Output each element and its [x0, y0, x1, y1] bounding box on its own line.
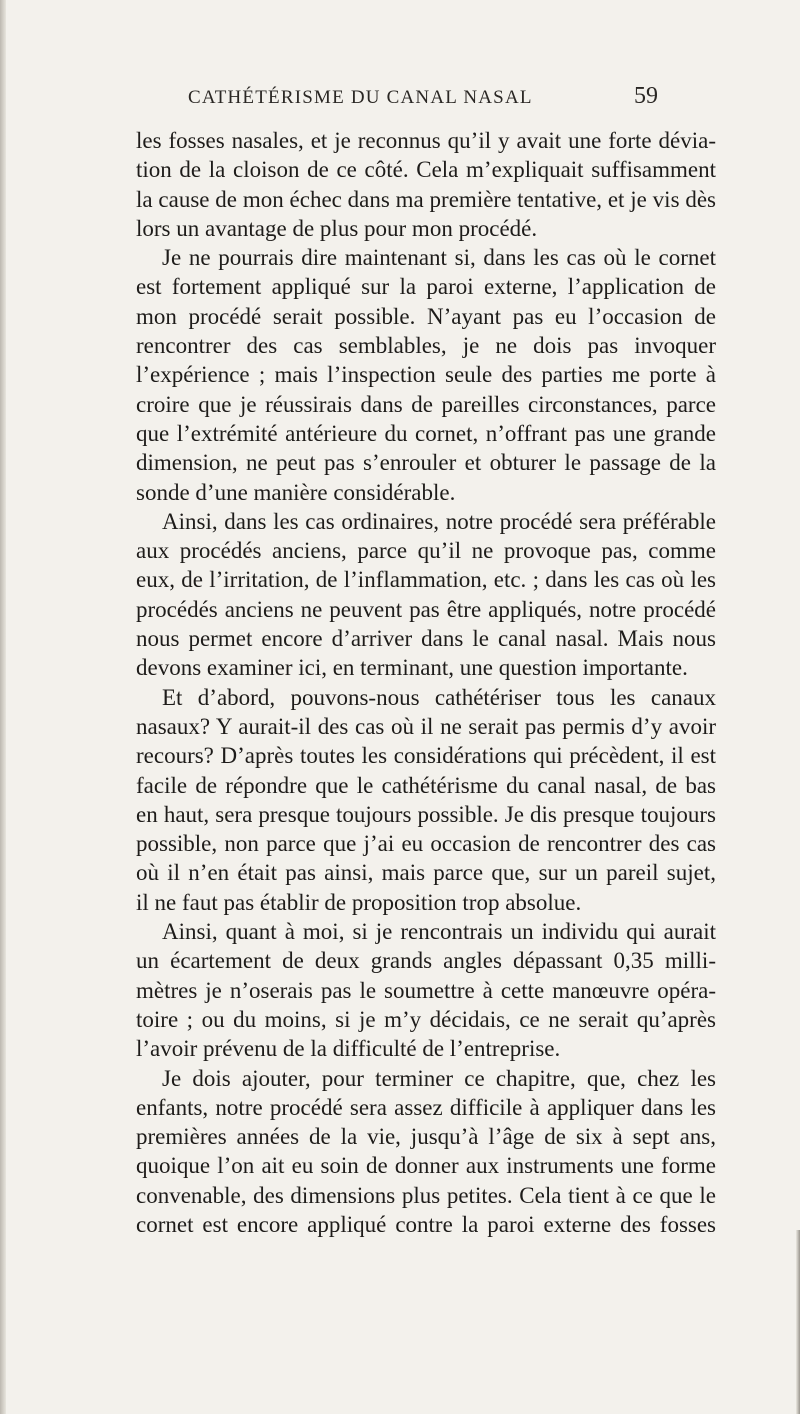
text-line: il ne faut pas établir de proposition trop absolue.: [136, 889, 582, 915]
text-line: devons examiner ici, en terminant, une question importante.: [136, 655, 688, 681]
text-line: cornet est encore appliqué contre la paroi externe des fosses: [136, 1211, 716, 1237]
text-line: en haut, sera presque toujours possible. Je dis presque toujours: [136, 801, 716, 827]
text-line: la cause de mon échec dans ma première tentative, et je vis dès: [136, 186, 716, 212]
text-line: Et d’abord, pouvons-nous cathétériser tous les canaux: [162, 684, 716, 710]
text-line: est fortement appliqué sur la paroi externe, l’application de: [136, 274, 716, 300]
text-line: Je ne pourrais dire maintenant si, dans les cas où le cornet: [162, 245, 716, 271]
text-line: possible, non parce que j’ai eu occasion de rencontrer des cas: [136, 831, 716, 857]
page-edge-left: [0, 0, 6, 1414]
body-text: [136, 126, 716, 1239]
text-line: mon procédé serait possible. N’ayant pas eu l’occasion de: [136, 303, 716, 329]
running-title: CATHÉTÉRISME DU CANAL NASAL: [188, 87, 533, 108]
text-line: quoique l’on ait eu soin de donner aux instruments une forme: [136, 1153, 716, 1179]
text-line: nous permet encore d’arriver dans le canal nasal. Mais nous: [136, 626, 716, 652]
text-line: l’expérience ; mais l’inspection seule des parties me porte à: [136, 362, 716, 388]
text-line: toire ; ou du moins, si je m’y décidais, ce ne serait qu’après: [136, 1006, 716, 1032]
text-line: eux, de l’irritation, de l’inflammation, etc. ; dans les cas où les: [136, 567, 716, 593]
text-line: procédés anciens ne peuvent pas être appliqués, notre procédé: [136, 596, 716, 622]
text-line: aux procédés anciens, parce qu’il ne provoque pas, comme: [136, 538, 716, 564]
text-line: un écartement de deux grands angles dépassant 0,35 milli-: [136, 948, 716, 974]
page-number: 59: [634, 83, 658, 109]
text-line: mètres je n’oserais pas le soumettre à cette manœuvre opéra-: [136, 977, 716, 1003]
text-line: sonde d’une manière considérable.: [136, 479, 456, 505]
text-line: recours? D’après toutes les considérations qui précèdent, il est: [136, 743, 716, 769]
text-line: facile de répondre que le cathétérisme du canal nasal, de bas: [136, 772, 716, 798]
text-line: convenable, des dimensions plus petites. Cela tient à ce que le: [136, 1182, 716, 1208]
page-edge-right: [796, 1230, 800, 1414]
text-line: Je dois ajouter, pour terminer ce chapitre, que, chez les: [162, 1065, 716, 1091]
text-line: que l’extrémité antérieure du cornet, n’offrant pas une grande: [136, 420, 716, 446]
text-line: enfants, notre procédé sera assez difficile à appliquer dans les: [136, 1094, 716, 1120]
text-line: tion de la cloison de ce côté. Cela m’expliquait suffisamment: [136, 157, 716, 183]
text-line: croire que je réussirais dans de pareilles circonstances, parce: [136, 391, 716, 417]
text-line: rencontrer des cas semblables, je ne dois pas invoquer: [136, 333, 716, 359]
text-line: où il n’en était pas ainsi, mais parce que, sur un pareil sujet,: [136, 860, 716, 886]
page-header: [188, 83, 658, 117]
text-line: dimension, ne peut pas s’enrouler et obturer le passage de la: [136, 450, 716, 476]
text-line: lors un avantage de plus pour mon procédé.: [136, 215, 538, 241]
text-line: Ainsi, quant à moi, si je rencontrais un individu qui aurait: [162, 919, 716, 945]
text-line: l’avoir prévenu de la difficulté de l’entreprise.: [136, 1036, 561, 1062]
text-line: les fosses nasales, et je reconnus qu’il y avait une forte dévia-: [136, 128, 716, 153]
text-line: premières années de la vie, jusqu’à l’âge de six à sept ans,: [136, 1124, 716, 1150]
text-line: Ainsi, dans les cas ordinaires, notre procédé sera préférable: [162, 508, 716, 534]
text-line: nasaux? Y aurait-il des cas où il ne serait pas permis d’y avoir: [136, 713, 716, 739]
